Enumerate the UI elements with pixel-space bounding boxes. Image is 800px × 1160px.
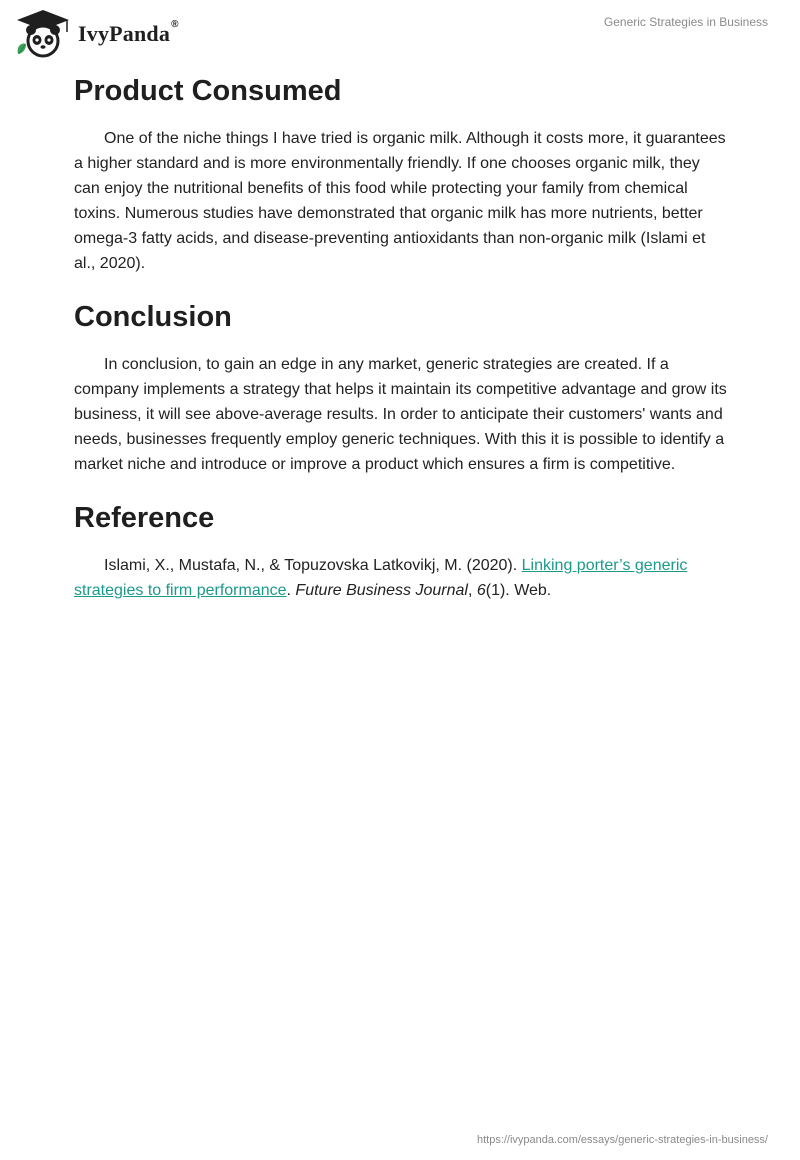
reference-issue: (1). Web. [485, 582, 552, 599]
section-product-consumed [74, 72, 730, 276]
reference-link[interactable]: Linking porter’s generic strategies to firm performance [74, 557, 688, 599]
essay-content [74, 72, 730, 625]
reference-entry [74, 553, 730, 603]
reference-punct: . [286, 582, 296, 599]
section-paragraph: One of the niche things I have tried is organic milk. Although it costs more, it guarantees a higher standard and is more environmentally friendly. If one chooses organic milk, they can enjoy the nutritional benefits of this food while protecting your family from chemical toxins. Numerous studies have demonstrated that organic milk has more nutrients, better omega-3 fatty acids, and disease-preventing antioxidants than non-organic milk (Islami et al., 2020). [74, 130, 726, 272]
reference-comma: , [467, 582, 477, 599]
section-reference [74, 499, 730, 603]
section-heading: Product Consumed [74, 75, 342, 107]
section-paragraph: In conclusion, to gain an edge in any market, generic strategies are created. If a company implements a strategy that helps it maintain its competitive advantage and grow its business, it will see above-average results. In order to anticipate their customers' wants and needs, businesses frequently employ generic techniques. With this it is possible to identify a market niche and introduce or improve a product which ensures a firm is competitive. [74, 356, 727, 473]
footer-url: https://ivypanda.com/essays/generic-strategies-in-business/ [476, 1134, 768, 1146]
section-heading: Conclusion [74, 301, 232, 333]
registered-mark: ® [171, 19, 179, 30]
reference-journal: Future Business Journal [295, 582, 468, 599]
page-header [0, 0, 800, 64]
section-heading: Reference [74, 502, 215, 534]
reference-volume: 6 [476, 582, 486, 599]
document-title: Generic Strategies in Business [603, 15, 768, 29]
panda-graduate-icon [14, 8, 72, 58]
section-conclusion [74, 298, 730, 477]
brand-name: IvyPanda® [78, 19, 179, 46]
reference-authors: Islami, X., Mustafa, N., & Topuzovska Latkovikj, M. (2020). [104, 557, 522, 574]
ivypanda-logo[interactable] [14, 8, 179, 58]
